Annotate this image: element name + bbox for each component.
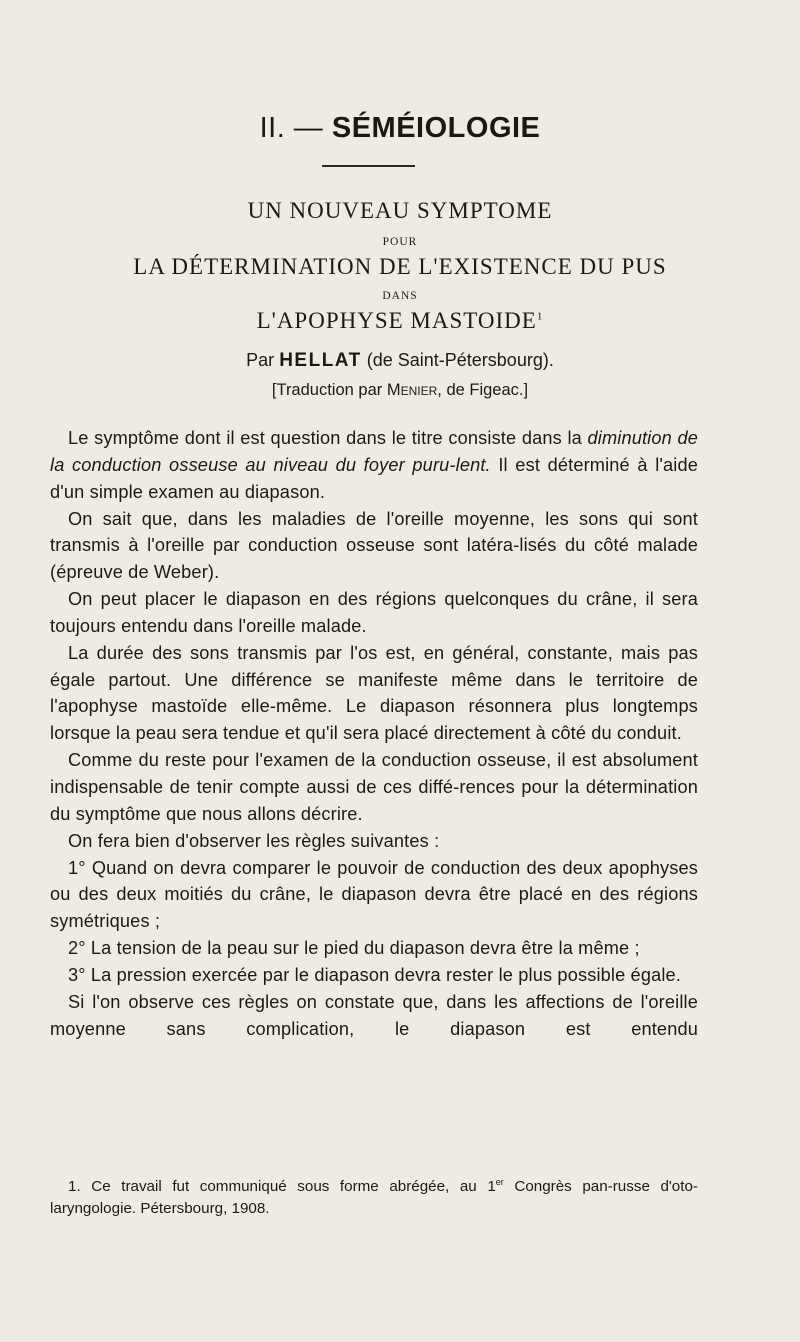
translation-close: , de Figeac.]: [437, 381, 529, 399]
paragraph-7: 1° Quand on devra comparer le pouvoir de conduction des deux apophyses ou des deux moitiés du crâne, le diapason devra être placé en des régions symétriques ;: [50, 857, 698, 932]
byline-prefix: Par: [246, 350, 275, 370]
footnote-ordinal: 1: [487, 1178, 496, 1196]
footnote-text-start: Ce travail fut communiqué sous forme abrégée, au: [91, 1178, 477, 1196]
section-number: II. —: [259, 112, 324, 144]
footnote-number: 1.: [68, 1178, 81, 1196]
paragraph-8: 2° La tension de la peau sur le pied du diapason devra être la même ;: [68, 938, 640, 959]
byline: [0, 350, 800, 372]
article-title-line-1: UN NOUVEAU SYMPTOME: [247, 198, 553, 223]
paragraph-4: La durée des sons transmis par l'os est, en général, constante, mais pas égale partout. Une différence se manifeste même dans le territoire de l'apophyse mastoïde elle-même. Le diapason résonnera plus longtemps lorsque la peau sera tendue et qu'il sera placé directement à côté du conduit.: [50, 642, 698, 744]
paragraph-3: On peut placer le diapason en des régions quelconques du crâne, il sera toujours entendu dans l'oreille malade.: [50, 589, 698, 636]
translation-credit: [0, 381, 800, 400]
paragraph-1-end: Il est déterminé à l'aide d'un simple examen au diapason.: [50, 454, 699, 502]
title-divider: [322, 165, 415, 167]
footnote-ordinal-suffix: er: [495, 1177, 504, 1187]
author-affiliation: (de Saint-Pétersbourg).: [366, 350, 554, 370]
footnote-1: [50, 1171, 698, 1220]
article-title-text: L'APOPHYSE MASTOIDE: [256, 308, 537, 333]
paragraph-5: Comme du reste pour l'examen de la conduction osseuse, il est absolument indispensable de tenir compte aussi de ces diffé-rences pour la détermination du symptôme que nous allons décrire.: [50, 750, 698, 824]
paragraph-6: On fera bien d'observer les règles suivantes :: [68, 830, 440, 851]
paragraph-1-emphasis: diminution de la conduction osseuse au niveau du foyer puru-lent.: [50, 428, 699, 475]
paragraph-9: 3° La pression exercée par le diapason devra rester le plus possible égale.: [68, 964, 682, 985]
footnote-text-end: Congrès pan-russe d'oto-laryngologie. Pétersbourg, 1908.: [50, 1178, 698, 1218]
translation-open: [Traduction par: [271, 381, 383, 399]
title-footnote-mark: 1: [536, 310, 544, 323]
article-title-line-2: POUR: [382, 236, 418, 248]
article-title-line-4: DANS: [382, 290, 418, 302]
article-title-line-3: LA DÉTERMINATION DE L'EXISTENCE DU PUS: [133, 254, 667, 279]
paragraph-10: Si l'on observe ces règles on constate que, dans les affections de l'oreille moyenne sans complication, le diapason est entendu: [50, 991, 698, 1039]
article-title-line-5: [0, 308, 800, 334]
author-name: HELLAT: [279, 350, 362, 371]
paragraph-1-start: Le symptôme dont il est question dans le titre consiste dans la: [68, 428, 582, 448]
footnote: [50, 1171, 698, 1220]
paragraph-2: On sait que, dans les maladies de l'oreille moyenne, les sons qui sont transmis à l'oreille par conduction osseuse sont latéra-lisés du côté malade (épreuve de Weber).: [50, 508, 698, 583]
article-body: [50, 425, 698, 1042]
paragraph-1: [50, 425, 698, 506]
translator-name: Menier: [386, 381, 438, 399]
section-title: [0, 112, 800, 145]
section-name: SÉMÉIOLOGIE: [331, 112, 541, 144]
